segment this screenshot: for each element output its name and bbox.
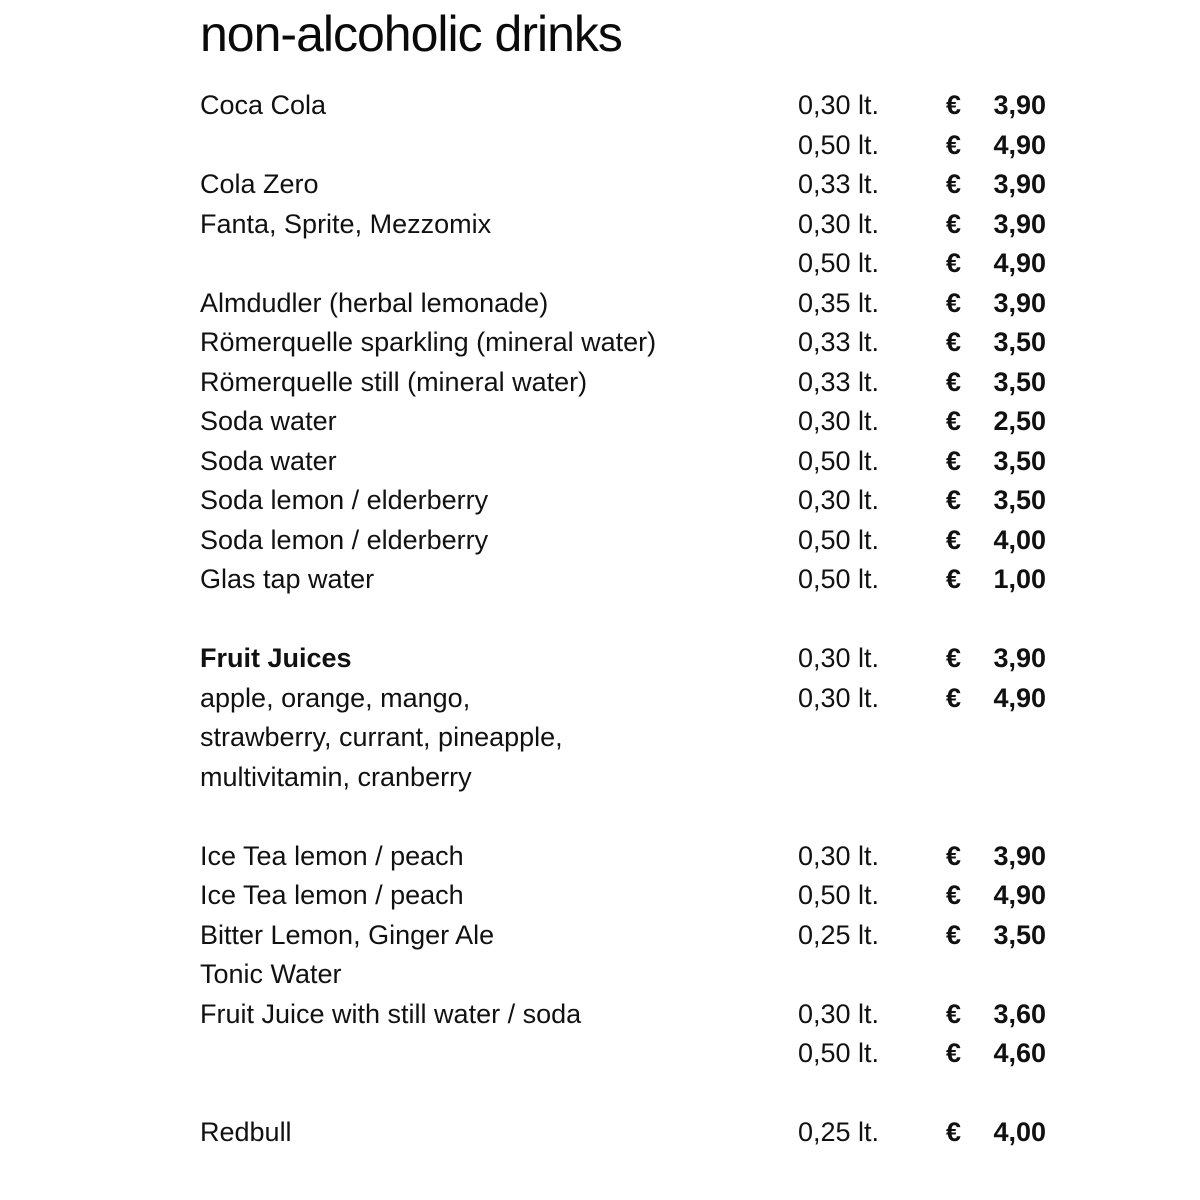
item-name: Soda lemon / elderberry [200,524,489,555]
menu-row [200,718,1080,758]
item-price: 3,50 [993,327,1046,357]
item-currency: € [946,287,962,318]
menu-row [200,995,1080,1035]
item-volume: 0,30 lt. [798,90,880,120]
item-name: Ice Tea lemon / peach [200,840,464,871]
item-volume: 0,50 lt. [798,1038,880,1068]
item-currency: € [946,564,962,594]
menu-row [200,244,1080,284]
menu-list [200,86,1080,1153]
item-name: Römerquelle sparkling (mineral water) [200,327,657,357]
item-volume: 0,35 lt. [798,287,880,318]
menu-row [200,363,1080,403]
item-volume: 0,30 lt. [798,643,880,673]
item-currency: € [946,1117,962,1147]
menu-row [200,955,1080,995]
item-name: multivitamin, cranberry [200,761,472,792]
item-price: 3,60 [993,998,1046,1029]
item-currency: € [946,366,962,397]
item-price: 3,50 [993,485,1046,515]
menu-row [200,758,1080,798]
item-name: Coca Cola [200,90,327,120]
item-volume: 0,30 lt. [798,485,880,515]
item-price: 4,00 [993,1117,1046,1147]
item-volume: 0,33 lt. [798,327,880,357]
item-volume: 0,25 lt. [798,1117,880,1147]
item-price: 3,50 [993,919,1046,950]
page-title: non-alcoholic drinks [200,6,622,62]
item-currency: € [946,682,962,713]
item-volume: 0,30 lt. [798,840,880,871]
menu-row [200,1113,1080,1153]
item-volume: 0,50 lt. [798,248,880,278]
item-volume: 0,50 lt. [798,564,880,594]
menu-row [200,126,1080,166]
item-volume: 0,30 lt. [798,998,880,1029]
item-price: 3,90 [993,208,1046,239]
item-price: 4,60 [993,1038,1046,1068]
item-name: Soda water [200,445,337,476]
menu-row [200,797,1080,837]
item-volume: 0,50 lt. [798,880,880,910]
item-currency: € [946,169,962,199]
item-currency: € [946,485,962,515]
item-name: Römerquelle still (mineral water) [200,366,588,397]
menu-row [200,600,1080,640]
item-currency: € [946,880,962,910]
item-volume: 0,30 lt. [798,208,880,239]
item-currency: € [946,406,962,436]
item-volume: 0,50 lt. [798,129,880,160]
item-volume: 0,30 lt. [798,682,880,713]
item-currency: € [946,248,962,278]
menu-row [200,876,1080,916]
item-name: Fruit Juices [200,643,352,673]
menu-row [200,916,1080,956]
item-name: Fanta, Sprite, Mezzomix [200,208,492,239]
item-name: Cola Zero [200,169,319,199]
item-currency: € [946,445,962,476]
item-volume: 0,30 lt. [798,406,880,436]
item-price: 4,90 [993,248,1046,278]
item-volume: 0,33 lt. [798,366,880,397]
menu-row [200,481,1080,521]
item-price: 1,00 [993,564,1046,594]
menu-row [200,560,1080,600]
item-name: Soda lemon / elderberry [200,485,489,515]
item-currency: € [946,208,962,239]
item-currency: € [946,840,962,871]
menu-row [200,837,1080,877]
item-currency: € [946,1038,962,1068]
item-currency: € [946,327,962,357]
item-name: Glas tap water [200,564,375,594]
item-name: Ice Tea lemon / peach [200,880,464,910]
item-name: Tonic Water [200,959,342,989]
item-price: 3,50 [993,366,1046,397]
item-name: Bitter Lemon, Ginger Ale [200,919,495,950]
menu-row [200,323,1080,363]
menu-row [200,521,1080,561]
item-name: Soda water [200,406,337,436]
item-volume: 0,33 lt. [798,169,880,199]
menu-row [200,205,1080,245]
item-price: 3,90 [993,840,1046,871]
item-currency: € [946,129,962,160]
item-volume: 0,25 lt. [798,919,880,950]
item-name: strawberry, currant, pineapple, [200,722,563,752]
item-currency: € [946,919,962,950]
item-price: 2,50 [993,406,1046,436]
item-price: 4,90 [993,880,1046,910]
item-name: Almdudler (herbal lemonade) [200,287,549,318]
menu-row [200,86,1080,126]
menu-row [200,639,1080,679]
item-currency: € [946,90,962,120]
item-volume: 0,50 lt. [798,524,880,555]
item-currency: € [946,643,962,673]
menu-row [200,442,1080,482]
menu-row [200,284,1080,324]
item-price: 3,90 [993,90,1046,120]
item-name: Fruit Juice with still water / soda [200,998,582,1029]
item-price: 3,50 [993,445,1046,476]
drinks-menu [200,0,1080,1200]
item-price: 4,90 [993,682,1046,713]
item-price: 3,90 [993,169,1046,199]
menu-row [200,679,1080,719]
item-price: 3,90 [993,643,1046,673]
item-price: 3,90 [993,287,1046,318]
menu-row [200,402,1080,442]
item-price: 4,90 [993,129,1046,160]
item-name: apple, orange, mango, [200,682,471,713]
item-currency: € [946,998,962,1029]
menu-row [200,1034,1080,1074]
menu-row [200,1074,1080,1114]
item-volume: 0,50 lt. [798,445,880,476]
item-name: Redbull [200,1117,292,1147]
item-currency: € [946,524,962,555]
item-price: 4,00 [993,524,1046,555]
menu-row [200,165,1080,205]
